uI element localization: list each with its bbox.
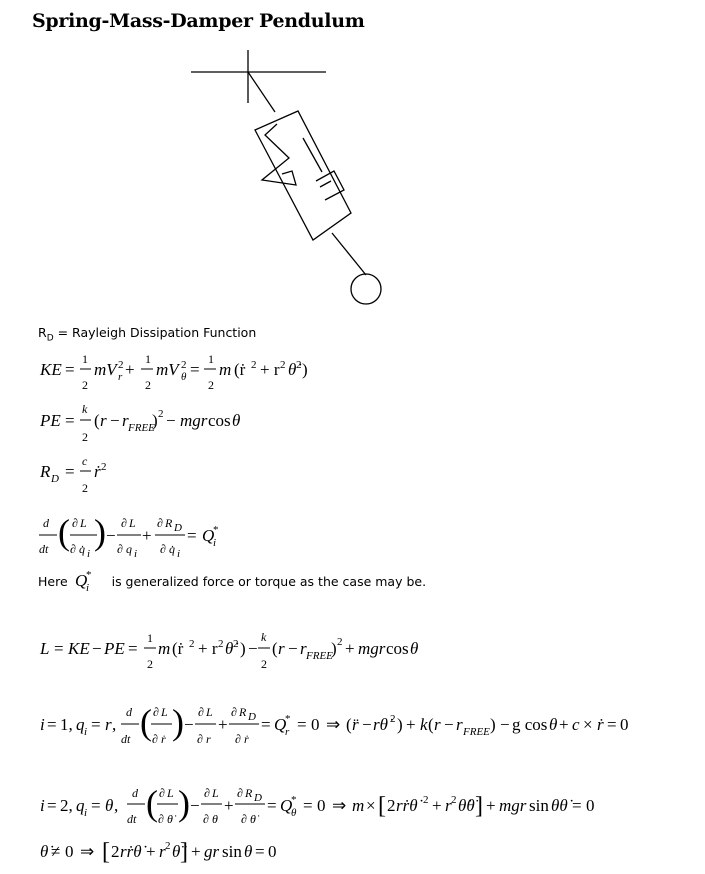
svg-text:∂: ∂: [72, 516, 78, 530]
svg-text:rṙθ̇: rṙθ̇: [120, 842, 142, 861]
svg-text:): ): [178, 783, 190, 823]
svg-text:sin: sin: [529, 796, 549, 815]
rayleigh-definition: $R_D$ = Rayleigh Dissipation Function: [38, 325, 257, 344]
svg-text:∂: ∂: [121, 516, 127, 530]
svg-text:∂: ∂: [159, 786, 165, 800]
svg-text:+: +: [125, 360, 135, 379]
svg-text:+: +: [345, 639, 355, 658]
svg-text:i: i: [40, 796, 45, 815]
svg-text:2: 2: [82, 430, 88, 444]
svg-text:2: 2: [261, 657, 267, 671]
svg-text:=: =: [128, 639, 138, 658]
svg-text:]: ]: [475, 793, 483, 819]
svg-text:−: −: [110, 411, 120, 430]
svg-text:q: q: [76, 796, 85, 815]
svg-text:θ: θ: [410, 639, 419, 658]
svg-text:∂: ∂: [153, 705, 159, 719]
svg-text:∂: ∂: [231, 705, 237, 719]
svg-text:L: L: [40, 639, 50, 658]
svg-text:∂: ∂: [197, 732, 203, 746]
svg-text:∂: ∂: [203, 812, 209, 826]
svg-text:0: 0: [65, 842, 74, 861]
svg-text:2: 2: [145, 378, 151, 392]
svg-text:): ): [397, 715, 403, 734]
svg-text:=: =: [187, 526, 197, 545]
svg-text:d: d: [43, 516, 49, 530]
svg-text:*: *: [291, 794, 297, 806]
svg-text:−: −: [184, 715, 194, 734]
svg-text:2: 2: [181, 359, 187, 371]
svg-text:θ̇: θ̇: [225, 639, 234, 658]
svg-text:0: 0: [311, 715, 320, 734]
svg-text:[: [: [378, 793, 386, 819]
svg-text:(ṙ: (ṙ: [234, 360, 246, 379]
svg-text:FREE: FREE: [306, 650, 333, 662]
svg-text:=: =: [91, 715, 101, 734]
svg-text:1: 1: [82, 352, 88, 366]
svg-text:(: (: [346, 715, 352, 734]
svg-text:−: −: [500, 715, 510, 734]
svg-text:): ): [94, 512, 106, 552]
svg-text:): ): [490, 715, 496, 734]
svg-text:θ: θ: [291, 807, 297, 819]
svg-text:i: i: [86, 582, 90, 594]
symbol-q-star: [75, 569, 92, 594]
svg-text:+: +: [218, 715, 228, 734]
svg-text:≠: ≠: [51, 842, 61, 861]
svg-text:+: +: [191, 842, 201, 861]
svg-text:i: i: [84, 807, 88, 819]
svg-text:dt: dt: [127, 812, 137, 826]
svg-text:2: 2: [251, 359, 257, 371]
svg-text:): ): [172, 702, 184, 742]
svg-text:D: D: [51, 473, 59, 485]
svg-text:1: 1: [208, 352, 214, 366]
svg-text:0: 0: [268, 842, 277, 861]
svg-text:2: 2: [82, 378, 88, 392]
svg-text:×: ×: [583, 715, 593, 734]
equation-i2: [40, 783, 595, 826]
svg-text:∂: ∂: [237, 786, 243, 800]
svg-text:PE: PE: [40, 411, 61, 430]
svg-text:[: [: [102, 839, 110, 865]
generalized-force-note: Here is generalized force or torque as the case may be.: [38, 574, 427, 589]
svg-text:k: k: [261, 630, 267, 644]
svg-text:θ: θ: [244, 842, 253, 861]
svg-text:2: 2: [111, 842, 120, 861]
svg-text:∂: ∂: [157, 516, 163, 530]
svg-text:Q: Q: [202, 526, 215, 545]
svg-text:r: r: [285, 726, 290, 738]
svg-text:mV: mV: [156, 360, 179, 379]
svg-text:+: +: [224, 796, 234, 815]
svg-text:+: +: [559, 715, 569, 734]
svg-text:(ṙ: (ṙ: [172, 639, 184, 658]
svg-text:∂: ∂: [70, 542, 76, 556]
svg-text:m: m: [352, 796, 365, 815]
svg-text:=: =: [255, 842, 265, 861]
svg-text:−: −: [106, 526, 116, 545]
svg-text:2: 2: [296, 359, 302, 371]
svg-text:∂: ∂: [117, 542, 123, 556]
svg-text:L: L: [80, 516, 87, 530]
equation-lagrangian: [39, 630, 418, 671]
svg-text:r: r: [100, 411, 107, 430]
svg-text:⇒: ⇒: [80, 842, 95, 861]
svg-text:θ: θ: [212, 812, 218, 826]
svg-text:−: −: [444, 715, 454, 734]
svg-text:∂: ∂: [152, 732, 158, 746]
equation-rd: [39, 454, 107, 495]
svg-text:d: d: [132, 786, 138, 800]
svg-text:0: 0: [317, 796, 326, 815]
svg-text:r: r: [445, 796, 452, 815]
svg-text:−: −: [190, 796, 200, 815]
svg-text:cos: cos: [208, 411, 231, 430]
svg-text:2: 2: [423, 794, 429, 806]
svg-text:Q: Q: [280, 796, 293, 815]
svg-text:0: 0: [586, 796, 595, 815]
svg-text:−: −: [248, 639, 258, 658]
svg-text:r: r: [434, 715, 441, 734]
svg-text:θ̈: θ̈: [172, 842, 181, 861]
svg-text:R: R: [239, 705, 247, 719]
svg-text:r̈: r̈: [352, 715, 359, 734]
svg-text:θθ̇: θθ̇: [551, 796, 568, 815]
svg-text:KE: KE: [68, 639, 90, 658]
svg-text:=: =: [65, 360, 75, 379]
equation-final: [40, 839, 277, 865]
svg-text:r: r: [300, 639, 307, 658]
svg-text:q̇: q̇: [79, 542, 85, 556]
svg-text:i: i: [87, 548, 91, 560]
svg-text:D: D: [174, 522, 182, 534]
svg-text:(: (: [140, 702, 152, 742]
svg-text:=: =: [303, 796, 313, 815]
svg-text:2: 2: [390, 713, 396, 725]
svg-text:=: =: [190, 360, 200, 379]
svg-text:2: 2: [233, 638, 239, 650]
equation-pe: [39, 402, 240, 444]
svg-text:FREE: FREE: [128, 422, 155, 434]
svg-text:θ: θ: [232, 411, 241, 430]
svg-text:m: m: [219, 360, 232, 379]
svg-text:=: =: [297, 715, 307, 734]
svg-text:1,: 1,: [60, 715, 73, 734]
svg-text:*: *: [213, 524, 219, 536]
svg-text:θ: θ: [549, 715, 558, 734]
svg-text:mgr: mgr: [499, 796, 527, 815]
svg-text:(: (: [428, 715, 434, 734]
svg-text:2: 2: [337, 636, 343, 648]
svg-text:ṙ: ṙ: [244, 732, 249, 746]
svg-text:r: r: [206, 732, 211, 746]
svg-text:d: d: [126, 705, 132, 719]
svg-text:θ: θ: [181, 371, 187, 383]
svg-text:k: k: [82, 402, 88, 416]
svg-text:): ): [240, 639, 246, 658]
svg-text:L: L: [206, 705, 213, 719]
svg-text:2: 2: [189, 638, 195, 650]
svg-text:=: =: [572, 796, 582, 815]
svg-text:*: *: [86, 569, 92, 581]
svg-text:r: r: [159, 842, 166, 861]
svg-text:=: =: [47, 796, 57, 815]
svg-text:θ̇: θ̇: [40, 842, 49, 861]
svg-text:q: q: [126, 542, 132, 556]
svg-text:=: =: [607, 715, 617, 734]
svg-text:L: L: [167, 786, 174, 800]
svg-text:2: 2: [118, 359, 124, 371]
svg-text:i: i: [134, 548, 138, 560]
svg-text:mgr: mgr: [180, 411, 208, 430]
svg-text:=: =: [65, 411, 75, 430]
svg-text:mV: mV: [94, 360, 117, 379]
svg-text:FREE: FREE: [463, 726, 490, 738]
svg-text:=: =: [54, 639, 64, 658]
svg-text:Q: Q: [274, 715, 287, 734]
svg-text:r: r: [278, 639, 285, 658]
svg-text:θ: θ: [105, 796, 114, 815]
svg-text:KE: KE: [40, 360, 62, 379]
svg-text:i: i: [177, 548, 181, 560]
svg-text:1: 1: [147, 631, 153, 645]
svg-text:∂: ∂: [158, 812, 164, 826]
svg-text:−: −: [166, 411, 176, 430]
svg-text:+ r: + r: [198, 639, 218, 658]
svg-text:): ): [302, 360, 308, 379]
svg-text:2: 2: [101, 461, 107, 473]
svg-text:=: =: [65, 462, 75, 481]
svg-text:sin: sin: [222, 842, 242, 861]
svg-text:r: r: [122, 411, 129, 430]
svg-text:=: =: [91, 796, 101, 815]
svg-text:D: D: [248, 711, 256, 723]
svg-text:): ): [331, 639, 337, 658]
svg-text:gr: gr: [204, 842, 220, 861]
svg-text:ṙ: ṙ: [597, 715, 604, 734]
svg-text:−: −: [288, 639, 298, 658]
svg-text:+: +: [406, 715, 416, 734]
svg-text:r: r: [118, 371, 123, 383]
page-title: Spring-Mass-Damper Pendulum: [32, 10, 365, 32]
svg-text:⇒: ⇒: [332, 796, 347, 815]
svg-text:R: R: [40, 462, 51, 481]
svg-text:+: +: [486, 796, 496, 815]
svg-text:c: c: [572, 715, 580, 734]
svg-text:2: 2: [165, 840, 171, 852]
svg-text:rṙθ̇: rṙθ̇: [396, 796, 418, 815]
svg-text:⇒: ⇒: [326, 715, 341, 734]
svg-text:L: L: [161, 705, 168, 719]
svg-text:k: k: [420, 715, 428, 734]
equation-ke: [39, 352, 308, 392]
svg-text:×: ×: [366, 796, 376, 815]
svg-text:2: 2: [147, 657, 153, 671]
svg-text:=: =: [47, 715, 57, 734]
svg-text:−: −: [362, 715, 372, 734]
svg-text:D: D: [254, 792, 262, 804]
svg-text:2,: 2,: [60, 796, 73, 815]
svg-text:R: R: [245, 786, 253, 800]
svg-text:m: m: [158, 639, 171, 658]
svg-text:θ̇: θ̇: [167, 812, 173, 826]
svg-text:c: c: [82, 454, 88, 468]
svg-text:rθ̇: rθ̇: [373, 715, 388, 734]
svg-text:2: 2: [387, 796, 396, 815]
svg-text:∂: ∂: [204, 786, 210, 800]
equation-i1: [40, 702, 629, 746]
svg-text:+ r: + r: [260, 360, 280, 379]
svg-text:(: (: [272, 639, 278, 658]
svg-text:dt: dt: [121, 732, 131, 746]
svg-text:2: 2: [451, 794, 457, 806]
svg-text:ṙ: ṙ: [161, 732, 166, 746]
svg-text:,: ,: [114, 796, 119, 815]
svg-text:(: (: [94, 411, 100, 430]
svg-text:(: (: [146, 783, 158, 823]
svg-text:ṙ: ṙ: [94, 462, 101, 481]
svg-text:∂: ∂: [198, 705, 204, 719]
svg-text:dt: dt: [39, 542, 49, 556]
svg-text:θ̇: θ̇: [288, 360, 297, 379]
svg-text:r: r: [456, 715, 463, 734]
svg-text:i: i: [84, 726, 88, 738]
svg-text:i: i: [40, 715, 45, 734]
svg-text:mgr: mgr: [358, 639, 386, 658]
svg-text:=: =: [267, 796, 277, 815]
svg-text:]: ]: [180, 839, 188, 865]
svg-text:∂: ∂: [241, 812, 247, 826]
equation-lagrange: [39, 512, 219, 560]
svg-text:,: ,: [112, 715, 117, 734]
svg-text:∂: ∂: [235, 732, 241, 746]
svg-text:2: 2: [158, 408, 164, 420]
svg-text:2: 2: [82, 481, 88, 495]
svg-text:*: *: [285, 713, 291, 725]
svg-text:θ̇: θ̇: [250, 812, 256, 826]
svg-text:2: 2: [208, 378, 214, 392]
svg-text:2: 2: [280, 359, 286, 371]
svg-text:+: +: [432, 796, 442, 815]
svg-text:q: q: [76, 715, 85, 734]
svg-text:R: R: [165, 516, 173, 530]
svg-text:): ): [152, 411, 158, 430]
svg-text:g cos: g cos: [512, 715, 548, 734]
svg-text:0: 0: [620, 715, 629, 734]
svg-text:∂: ∂: [160, 542, 166, 556]
svg-text:Q: Q: [75, 571, 88, 590]
svg-text:PE: PE: [104, 639, 125, 658]
svg-text:−: −: [92, 639, 102, 658]
svg-text:L: L: [129, 516, 136, 530]
svg-text:L: L: [212, 786, 219, 800]
svg-text:(: (: [58, 512, 70, 552]
svg-text:2: 2: [218, 638, 224, 650]
svg-text:=: =: [261, 715, 271, 734]
svg-text:1: 1: [145, 352, 151, 366]
svg-text:cos: cos: [386, 639, 409, 658]
svg-text:r: r: [105, 715, 112, 734]
svg-text:+: +: [146, 842, 156, 861]
svg-text:i: i: [213, 537, 217, 549]
svg-text:q̇: q̇: [169, 542, 175, 556]
svg-text:+: +: [142, 526, 152, 545]
svg-text:θ̇θ̈: θ̇θ̈: [458, 796, 475, 815]
